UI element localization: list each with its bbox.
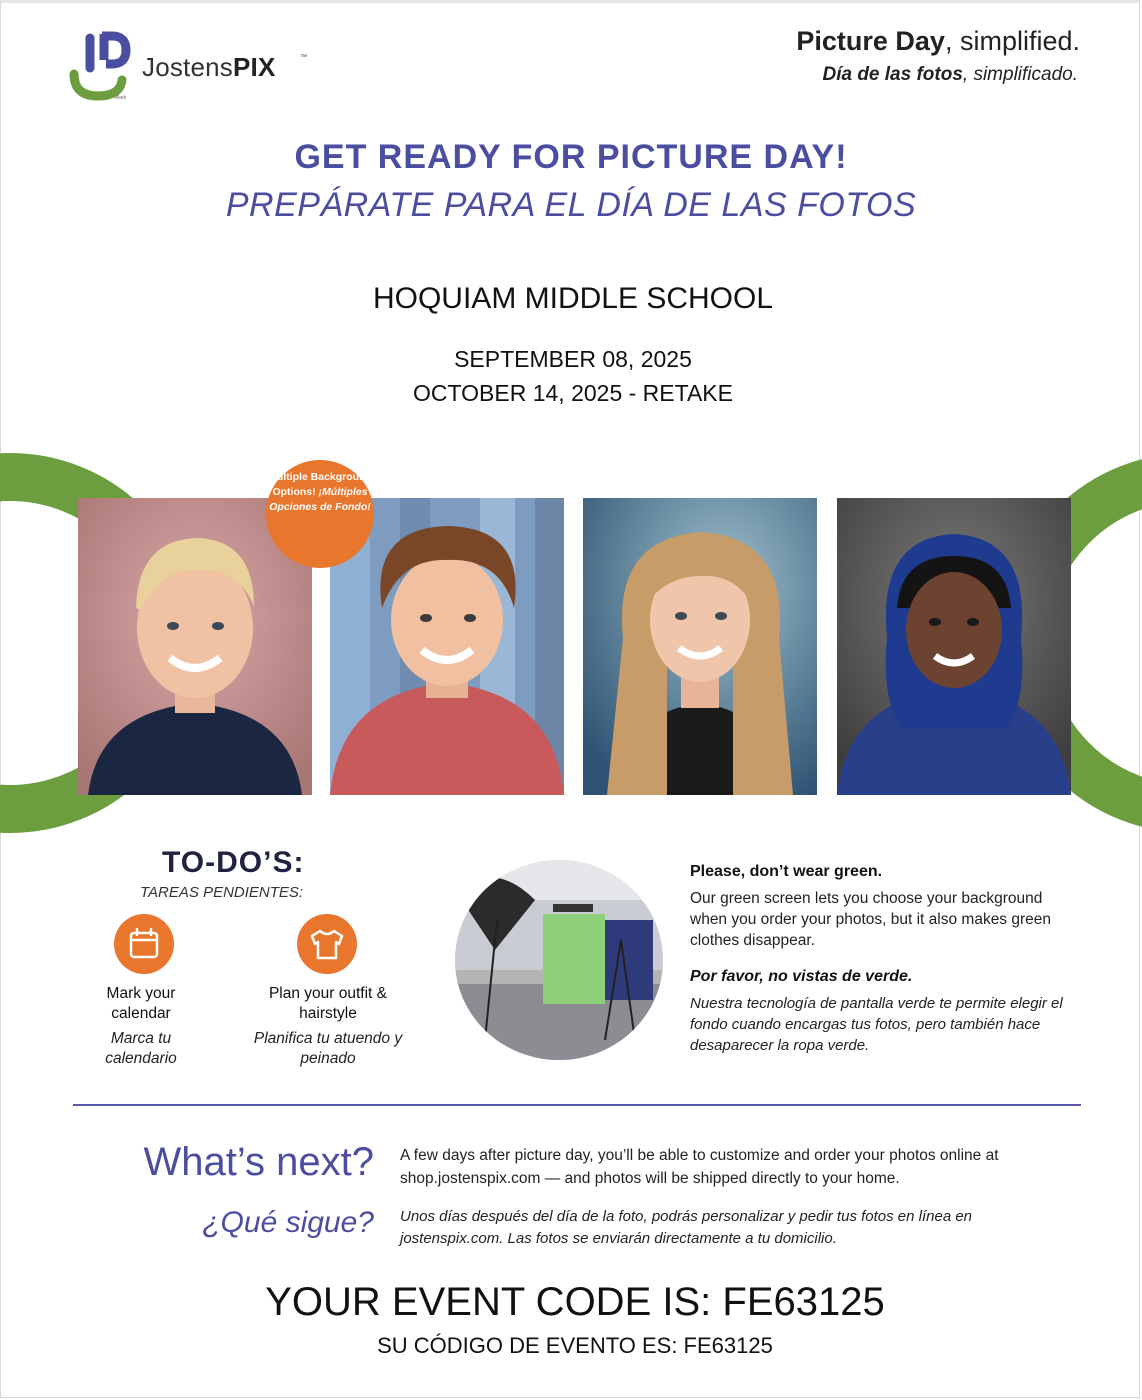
sample-portrait-4 bbox=[837, 498, 1071, 795]
green-screen-studio-photo bbox=[455, 860, 663, 1060]
page-title-es: PREPÁRATE PARA EL DÍA DE LAS FOTOS bbox=[225, 186, 917, 224]
no-green-body-es: Nuestra tecnología de pantalla verde te permite elegir el fondo cuando encargas tus fotos, pero también hace desaparecer la ropa verde. bbox=[690, 995, 1063, 1054]
sample-portrait-3 bbox=[583, 498, 817, 795]
calendar-icon bbox=[114, 914, 174, 974]
event-code-es: SU CÓDIGO DE EVENTO ES: FE63125 bbox=[377, 1333, 773, 1358]
picture-day-date: SEPTEMBER 08, 2025 bbox=[454, 346, 692, 372]
todo-label-calendar: Mark your calendar bbox=[106, 985, 176, 1022]
whats-next-body-es: Unos días después del día de la foto, podrás personalizar y pedir tus fotos en línea en jostenspix.com. Las fotos se enviarán directamente a tu domicilio. bbox=[400, 1208, 973, 1247]
logo-mark-label: Mark bbox=[115, 95, 127, 101]
section-divider bbox=[73, 1104, 1081, 1106]
logo-trademark: ™ bbox=[300, 54, 307, 61]
shirt-icon bbox=[297, 914, 357, 974]
tagline-en: Picture Day, simplified. bbox=[796, 26, 1080, 56]
whats-next-heading: What’s next? bbox=[143, 1140, 374, 1184]
todo-label-outfit: Plan your outfit & hairstyle bbox=[268, 985, 388, 1022]
todo-label-outfit-es: Planifica tu atuendo y peinado bbox=[253, 1030, 403, 1067]
background-options-badge: Multiple Background Options! ¡Múltiples Opciones de Fondo! bbox=[266, 460, 374, 568]
todo-heading: TO-DO’S: bbox=[162, 846, 305, 879]
no-green-body: Our green screen lets you choose your background when you order your photos, but it also makes green clothes disappear. bbox=[690, 890, 1052, 949]
logo-mark-icon bbox=[68, 30, 148, 102]
no-green-heading-es: Por favor, no vistas de verde. bbox=[690, 968, 913, 985]
page-title: GET READY FOR PICTURE DAY! bbox=[294, 138, 848, 176]
event-code: YOUR EVENT CODE IS: FE63125 bbox=[265, 1280, 885, 1324]
tagline-es: Día de las fotos, simplificado. bbox=[822, 64, 1078, 85]
whats-next-heading-es: ¿Qué sigue? bbox=[202, 1206, 374, 1239]
todo-label-calendar-es: Marca tu calendario bbox=[105, 1030, 177, 1067]
logo-wordmark: JostensPIX bbox=[142, 52, 276, 82]
school-name: HOQUIAM MIDDLE SCHOOL bbox=[372, 282, 774, 315]
todo-subheading: TAREAS PENDIENTES: bbox=[140, 884, 304, 901]
no-green-heading: Please, don’t wear green. bbox=[690, 863, 883, 880]
retake-date: OCTOBER 14, 2025 - RETAKE bbox=[413, 380, 733, 406]
whats-next-body: A few days after picture day, you’ll be able to customize and order your photos online at shop.jostenspix.com — and photos will be shipped directly to your home. bbox=[400, 1147, 999, 1187]
